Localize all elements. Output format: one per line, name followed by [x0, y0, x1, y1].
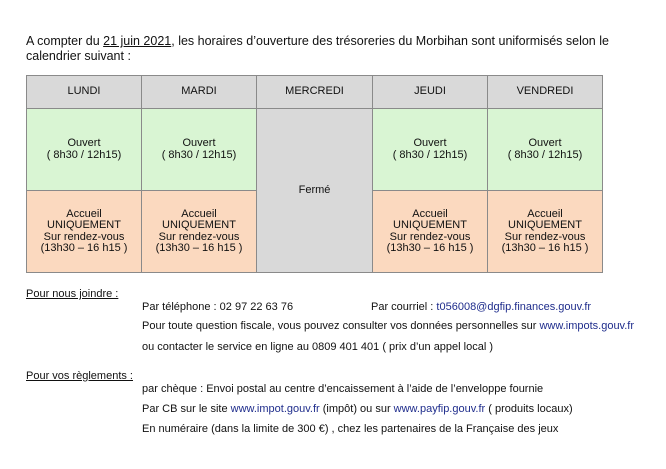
open-hours: ( 8h30 / 12h15)	[507, 148, 583, 161]
afternoon-line2: UNIQUEMENT	[47, 219, 121, 231]
afternoon-line3: Sur rendez-vous	[389, 230, 471, 243]
open-hours: ( 8h30 / 12h15)	[161, 148, 237, 161]
payments-title: Pour vos règlements :	[26, 370, 133, 382]
thursday-afternoon-cell	[373, 191, 488, 273]
open-hours: ( 8h30 / 12h15)	[392, 148, 468, 161]
intro-before: A compter du	[26, 34, 104, 48]
day-thursday: JEUDI	[373, 76, 488, 109]
intro-date: 21 juin 2021	[103, 34, 172, 48]
afternoon-line3: Sur rendez-vous	[43, 230, 125, 243]
contact-online-line: ou contacter le service en ligne au 0809 401 401 ( prix d’un appel local )	[142, 341, 494, 353]
afternoon-line3: Sur rendez-vous	[158, 230, 240, 243]
mail-label: Par courriel :	[371, 301, 437, 313]
day-tuesday: MARDI	[142, 76, 257, 109]
schedule-table	[26, 75, 603, 273]
thursday-morning-cell	[373, 109, 488, 191]
friday-afternoon-cell	[488, 191, 603, 273]
mail-link[interactable]: t056008@dgfip.finances.gouv.fr	[436, 301, 592, 313]
impots-link[interactable]: www.impots.gouv.fr	[539, 320, 635, 332]
morning-row	[27, 109, 603, 191]
day-friday: VENDREDI	[488, 76, 603, 109]
afternoon-line4: (13h30 – 16 h15 )	[501, 242, 589, 254]
payment-cb-line	[142, 403, 573, 415]
afternoon-line3: Sur rendez-vous	[504, 230, 586, 243]
open-label: Ouvert	[67, 137, 101, 149]
afternoon-line1: Accueil	[181, 207, 217, 220]
afternoon-line2: UNIQUEMENT	[162, 219, 236, 231]
fiscal-text: Pour toute question fiscale, vous pouvez consulter vos données personnelles sur	[142, 320, 540, 332]
intro-paragraph	[26, 34, 646, 64]
afternoon-line1: Accueil	[412, 207, 448, 220]
open-hours: ( 8h30 / 12h15)	[46, 148, 122, 161]
afternoon-line4: (13h30 – 16 h15 )	[386, 242, 474, 254]
afternoon-line4: (13h30 – 16 h15 )	[155, 242, 243, 254]
contact-fiscal-line	[142, 320, 634, 332]
contact-mail-line	[371, 301, 591, 313]
afternoon-line1: Accueil	[527, 207, 563, 220]
friday-morning-cell	[488, 109, 603, 191]
open-label: Ouvert	[182, 137, 216, 149]
intro-after: , les horaires d’ouverture des trésoreries du Morbihan sont uniformisés selon le calendrier suivant :	[26, 34, 609, 63]
cb-text-3: ( produits locaux)	[485, 403, 573, 415]
schedule-header-row	[27, 76, 603, 109]
afternoon-line1: Accueil	[66, 207, 102, 220]
contact-title: Pour nous joindre :	[26, 288, 119, 300]
monday-afternoon-cell	[27, 191, 142, 273]
day-wednesday: MERCREDI	[257, 76, 373, 109]
afternoon-line2: UNIQUEMENT	[508, 219, 582, 231]
open-label: Ouvert	[528, 137, 562, 149]
open-label: Ouvert	[413, 137, 447, 149]
day-monday: LUNDI	[27, 76, 142, 109]
cb-text-2: (impôt) ou sur	[319, 403, 394, 415]
afternoon-line2: UNIQUEMENT	[393, 219, 467, 231]
afternoon-line4: (13h30 – 16 h15 )	[40, 242, 128, 254]
payment-cheque-line: par chèque : Envoi postal au centre d’encaissement à l’aide de l’enveloppe fournie	[142, 383, 544, 395]
tuesday-morning-cell	[142, 109, 257, 191]
payfip-link[interactable]: www.payfip.gouv.fr	[393, 403, 486, 415]
tuesday-afternoon-cell	[142, 191, 257, 273]
monday-morning-cell	[27, 109, 142, 191]
payment-cash-line: En numéraire (dans la limite de 300 €) , chez les partenaires de la Française des jeux	[142, 423, 559, 435]
contact-phone: Par téléphone : 02 97 22 63 76	[142, 301, 294, 313]
cb-text-1: Par CB sur le site	[142, 403, 231, 415]
wednesday-closed-cell: Fermé	[257, 109, 373, 273]
impot-link[interactable]: www.impot.gouv.fr	[230, 403, 320, 415]
